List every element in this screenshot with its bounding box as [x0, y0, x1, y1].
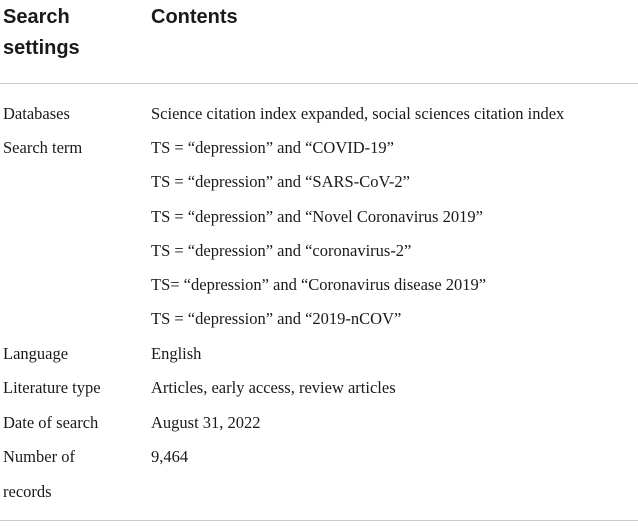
setting-cell: Number of — [3, 447, 75, 466]
content-cell: Science citation index expanded, social sciences citation index — [151, 104, 565, 123]
setting-cell: Language — [3, 344, 69, 363]
content-cell: 9,464 — [151, 447, 189, 466]
setting-cell: Search term — [3, 138, 83, 157]
setting-cell: Databases — [3, 104, 70, 123]
setting-cell: records — [3, 482, 52, 501]
content-cell: August 31, 2022 — [151, 413, 261, 432]
content-cell: TS= “depression” and “Coronavirus disease 2019” — [151, 275, 487, 294]
setting-cell: Date of search — [3, 413, 99, 432]
content-cell: TS = “depression” and “SARS-CoV-2” — [151, 172, 410, 191]
content-cell: TS = “depression” and “2019-nCOV” — [151, 309, 402, 328]
content-cell: TS = “depression” and “coronavirus-2” — [151, 241, 412, 260]
table-header — [0, 0, 638, 84]
header-search-settings-line2: settings — [3, 37, 80, 59]
content-cell: TS = “depression” and “COVID-19” — [151, 138, 394, 157]
setting-cell: Literature type — [3, 378, 101, 397]
header-contents: Contents — [151, 6, 238, 28]
content-cell: TS = “depression” and “Novel Coronavirus 2019” — [151, 207, 483, 226]
header-search-settings-line1: Search — [3, 6, 70, 28]
content-cell: Articles, early access, review articles — [151, 378, 396, 397]
content-cell: English — [151, 344, 202, 363]
table-bottom-rule — [0, 520, 638, 521]
header-search-settings — [3, 2, 133, 64]
